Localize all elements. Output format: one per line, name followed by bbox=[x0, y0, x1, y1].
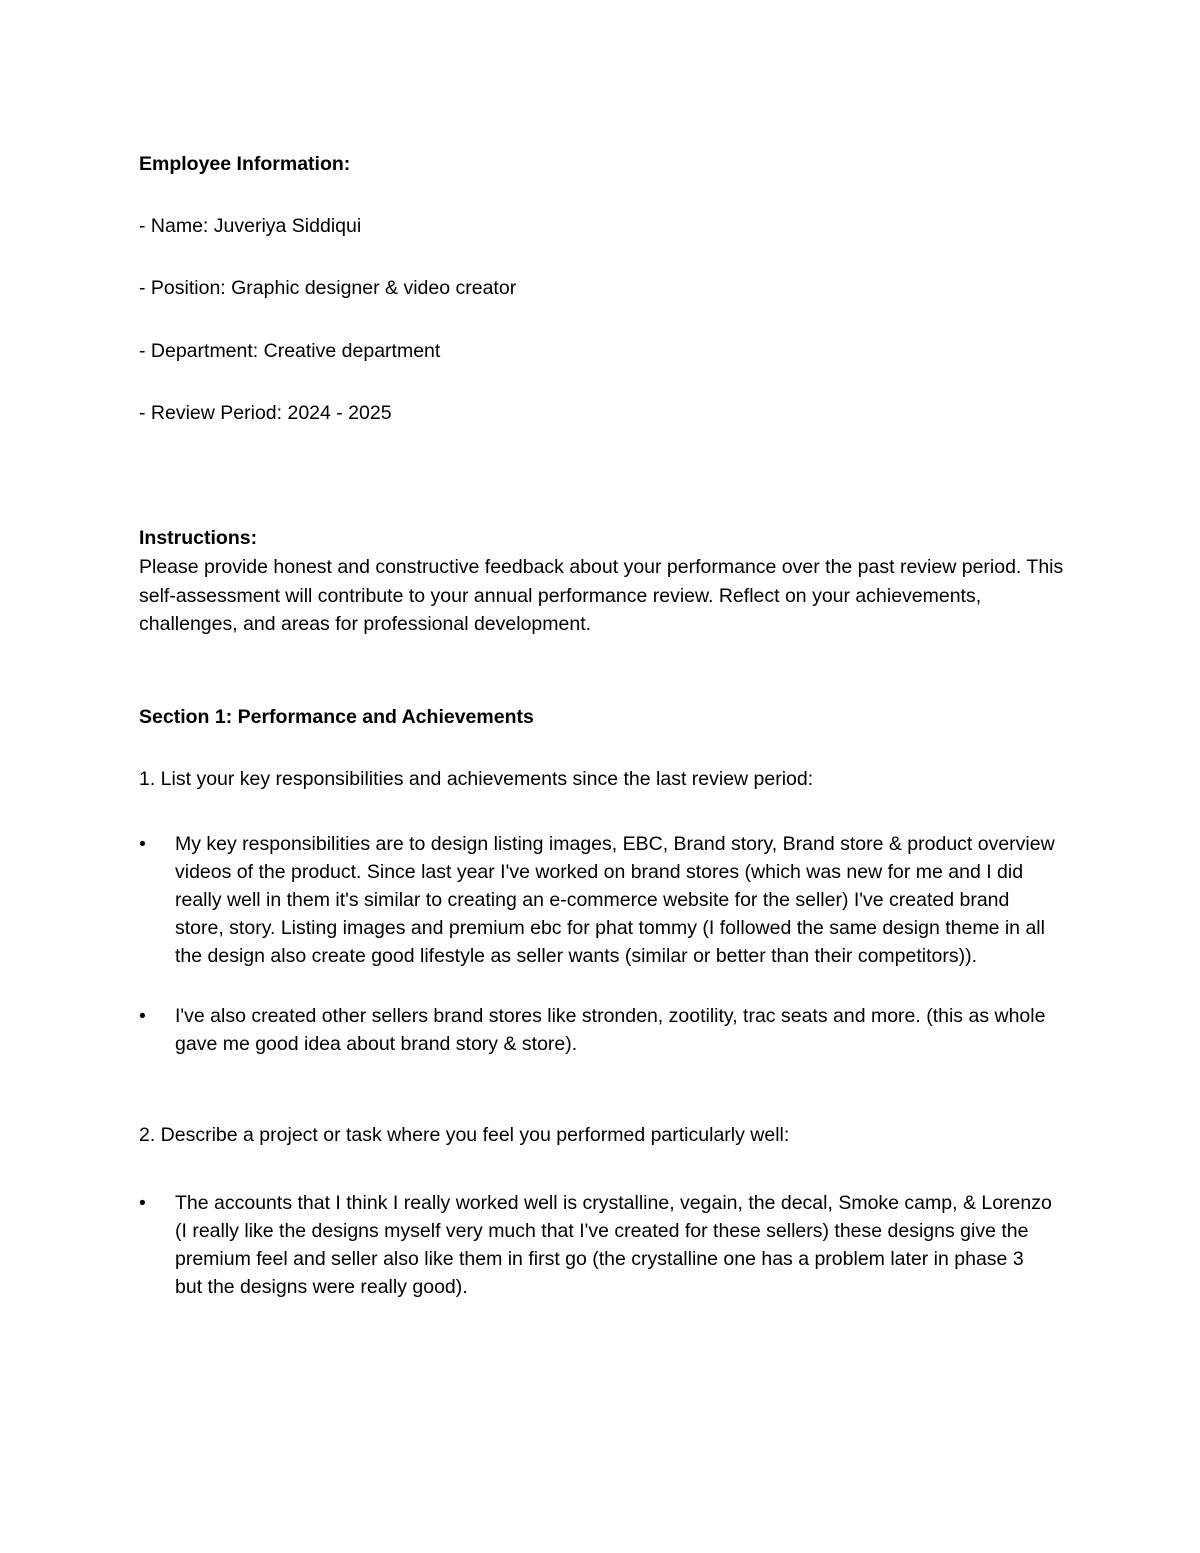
bullet-icon: • bbox=[139, 1192, 146, 1214]
list-item-text: My key responsibilities are to design listing images, EBC, Brand story, Brand store & product overview videos of the product. Since last year I've worked on brand stores (which was new for me and I did really well in them it's similar to creating an e-commerce website for the seller) I've created brand store, story. Listing images and premium ebc for phat tommy (I followed the same design theme in all the design also create good lifestyle as seller wants (similar or better than their competitors)). bbox=[175, 833, 1055, 967]
instructions-body: Please provide honest and constructive feedback about your performance over the past review period. This self-assessment will contribute to your annual performance review. Reflect on your achievements, challenges, and areas for professional development. bbox=[139, 556, 1064, 635]
instructions-heading: Instructions: bbox=[139, 527, 258, 549]
question-2: 2. Describe a project or task where you feel you performed particularly well: bbox=[139, 1124, 790, 1146]
employee-name: - Name: Juveriya Siddiqui bbox=[139, 215, 362, 237]
section1-heading: Section 1: Performance and Achievements bbox=[139, 706, 534, 728]
list-item-text: I've also created other sellers brand stores like stronden, zootility, trac seats and more. (this as whole gave me good idea about brand story & store). bbox=[175, 1005, 1046, 1055]
bullet-icon: • bbox=[139, 833, 146, 855]
bullet-icon: • bbox=[139, 1005, 146, 1027]
question-1: 1. List your key responsibilities and achievements since the last review period: bbox=[139, 768, 814, 790]
employee-department: - Department: Creative department bbox=[139, 340, 441, 362]
employee-position: - Position: Graphic designer & video creator bbox=[139, 277, 517, 299]
review-period: - Review Period: 2024 - 2025 bbox=[139, 402, 392, 424]
employee-info-heading: Employee Information: bbox=[139, 153, 351, 175]
list-item-text: The accounts that I think I really worked well is crystalline, vegain, the decal, Smoke camp, & Lorenzo (I really like the designs myself very much that I've created for these sellers) these designs give the premium feel and seller also like them in first go (the crystalline one has a problem later in phase 3 but the designs were really good). bbox=[175, 1192, 1052, 1298]
